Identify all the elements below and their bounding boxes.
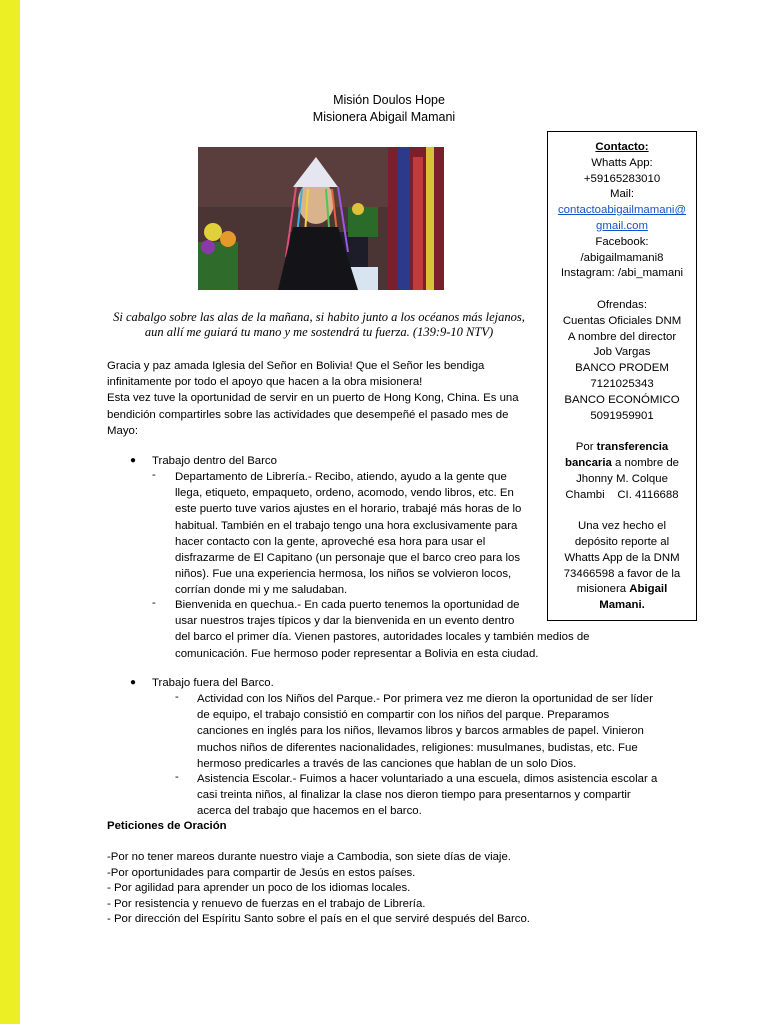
bank2-name: BANCO ECONÓMICO bbox=[564, 393, 680, 406]
titular-name: Jhonny M. Colque bbox=[576, 472, 668, 485]
section2-item1 bbox=[197, 691, 653, 772]
contact-title: Contacto: bbox=[595, 141, 649, 153]
text-line: Bienvenida en quechua.- En cada puerto tenemos la oportunidad de bbox=[175, 599, 520, 611]
dash-marker: - bbox=[152, 469, 156, 481]
text-line: canciones en inglés para los niños, llevamos libros y barcos armables de papel. Vinieron bbox=[197, 725, 644, 738]
intro-line: infinitamente por todo el apoyo que hacen a la obra misionera! bbox=[107, 376, 423, 389]
nombre-label: A nombre del director bbox=[567, 330, 677, 343]
bible-quote bbox=[106, 310, 532, 340]
text-line: comunicación. Fue hermoso poder representar a Bolivia en esta ciudad. bbox=[175, 647, 539, 660]
instagram-handle: Instagram: /abi_mamani bbox=[560, 267, 684, 280]
text-line: casi treinta niños, al finalizar la clase nos dieron tiempo para presentarnos y compartir bbox=[197, 789, 631, 802]
transfer-bold: transferencia bbox=[596, 441, 669, 454]
bancaria-bold: bancaria bbox=[565, 456, 612, 469]
email-link[interactable]: contactoabigailmamani@ bbox=[557, 204, 687, 217]
prayer-item: - Por agilidad para aprender un poco de los idiomas locales. bbox=[107, 882, 411, 894]
text-line: de equipo, el trabajo consistió en compartir con los niños del parque. Preparamos bbox=[197, 709, 610, 722]
text-line: del barco el primer día. Vienen pastores, autoridades locales y también medios de bbox=[175, 631, 590, 644]
text-line: hermoso predicarles a través de las canciones que hablan de un solo Dios. bbox=[197, 757, 577, 770]
text-line: habitual. También en el trabajo tengo una hora exclusivamente para bbox=[175, 519, 518, 532]
bank1-name: BANCO PRODEM bbox=[575, 362, 669, 375]
section2-item2 bbox=[197, 771, 657, 820]
cuentas-label: Cuentas Oficiales DNM bbox=[562, 314, 682, 327]
bank1-account: 7121025343 bbox=[590, 377, 654, 390]
missionary-first-name: Abigail bbox=[629, 583, 668, 596]
text-line: disfrazarme de El Capitano (un personaje que el barco creo para los bbox=[175, 552, 521, 565]
quote-line-1: Si cabalgo sobre las alas de la mañana, si habito junto a los océanos más lejanos, bbox=[113, 310, 525, 324]
prayer-item: - Por resistencia y renuevo de fuerzas en el trabajo de Librería. bbox=[107, 897, 426, 910]
header-line-1: Misión Doulos Hope bbox=[333, 93, 445, 107]
text-line: corrían donde mi y me saludaban. bbox=[175, 584, 348, 597]
intro-paragraph bbox=[107, 358, 527, 439]
text-line: acerca del trabajo que hacemos en el barco. bbox=[197, 805, 422, 818]
text-line: Actividad con los Niños del Parque.- Por primera vez me dieron la oportunidad de ser líder bbox=[197, 693, 653, 705]
director-name: Job Vargas bbox=[593, 346, 651, 359]
report-line-1: Una vez hecho el bbox=[577, 520, 667, 533]
intro-line: bendición compartirles sobre las actividades que desempeñé el pasado mes de bbox=[107, 408, 509, 421]
intro-line: Mayo: bbox=[107, 424, 139, 437]
por-text: Por bbox=[575, 441, 594, 454]
prayer-item: -Por no tener mareos durante nuestro viaje a Cambodia, son siete días de viaje. bbox=[107, 851, 511, 863]
report-line-4: 73466598 a favor de la bbox=[563, 567, 681, 580]
section1-item1 bbox=[175, 469, 521, 599]
bullet-icon: ● bbox=[130, 677, 137, 688]
text-line: usar nuestros trajes típicos y dar la bienvenida en un evento dentro bbox=[175, 615, 515, 628]
text-line: llega, etiqueto, empaqueto, ordeno, acomodo, vendo libros, etc. En bbox=[175, 487, 514, 500]
text-line: Departamento de Librería.- Recibo, atiendo, ayudo a la gente que bbox=[175, 471, 507, 483]
text-line: este puerto tuve varios ajustes en el horario, trabajé más horas de lo bbox=[175, 503, 522, 516]
prayer-title: Peticiones de Oración bbox=[107, 820, 227, 832]
misionera-text: misionera bbox=[576, 583, 627, 596]
report-line-5 bbox=[548, 582, 696, 598]
transfer-line-2 bbox=[548, 456, 696, 472]
whatsapp-label: Whatts App: bbox=[591, 156, 653, 169]
contact-box bbox=[547, 131, 697, 621]
bullet-icon: ● bbox=[130, 455, 137, 466]
prayer-list bbox=[107, 850, 530, 928]
text-line: muchos niños de diferentes nacionalidades, religiones: musulmanes, budistas, etc. Fue bbox=[197, 741, 638, 754]
header-title bbox=[0, 92, 768, 126]
titular-ci: Chambi CI. 4116688 bbox=[565, 488, 679, 501]
text-line: hacer contacto con la gente, aproveché esa hora para usar el bbox=[175, 535, 486, 548]
intro-line: Gracia y paz amada Iglesia del Señor en Bolivia! Que el Señor les bendiga bbox=[107, 360, 485, 372]
facebook-label: Facebook: bbox=[595, 235, 649, 248]
header-line-2: Misionera Abigail Mamani bbox=[312, 110, 456, 124]
section2-title: Trabajo fuera del Barco. bbox=[152, 677, 274, 689]
quote-line-2: aun allí me guiará tu mano y me sostendrá tu fuerza. (139:9-10 NTV) bbox=[144, 325, 494, 339]
prayer-item: - Por dirección del Espíritu Santo sobre el país en el que serviré después del Barco. bbox=[107, 913, 530, 925]
mail-label: Mail: bbox=[609, 188, 635, 201]
yellow-side-stripe bbox=[0, 0, 20, 1024]
text-line: niños). Fue una experiencia hermosa, los niños se volvieron locos, bbox=[175, 568, 512, 581]
facebook-handle: /abigailmamani8 bbox=[580, 251, 664, 264]
missionary-photo bbox=[198, 147, 444, 290]
dash-marker: - bbox=[175, 771, 179, 783]
whatsapp-number: +59165283010 bbox=[583, 172, 661, 185]
section1-item2 bbox=[175, 597, 590, 662]
section1-title: Trabajo dentro del Barco bbox=[152, 455, 277, 467]
report-line-3: Whatts App de la DNM bbox=[564, 551, 680, 564]
email-link-domain[interactable]: gmail.com bbox=[596, 219, 648, 232]
transfer-line-1 bbox=[548, 440, 696, 456]
prayer-item: -Por oportunidades para compartir de Jesús en estos países. bbox=[107, 866, 416, 879]
missionary-last-name: Mamani. bbox=[599, 599, 645, 612]
bank2-account: 5091959901 bbox=[590, 409, 654, 422]
text-line: Asistencia Escolar.- Fuimos a hacer voluntariado a una escuela, dimos asistencia escolar a bbox=[197, 773, 658, 785]
dash-marker: - bbox=[175, 691, 179, 703]
intro-line: Esta vez tuve la oportunidad de servir en un puerto de Hong Kong, China. Es una bbox=[107, 392, 519, 405]
ofrendas-label: Ofrendas: bbox=[596, 298, 648, 311]
report-line-2: depósito reporte al bbox=[574, 535, 670, 548]
dash-marker: - bbox=[152, 597, 156, 609]
a-nombre-text: a nombre de bbox=[615, 456, 679, 469]
